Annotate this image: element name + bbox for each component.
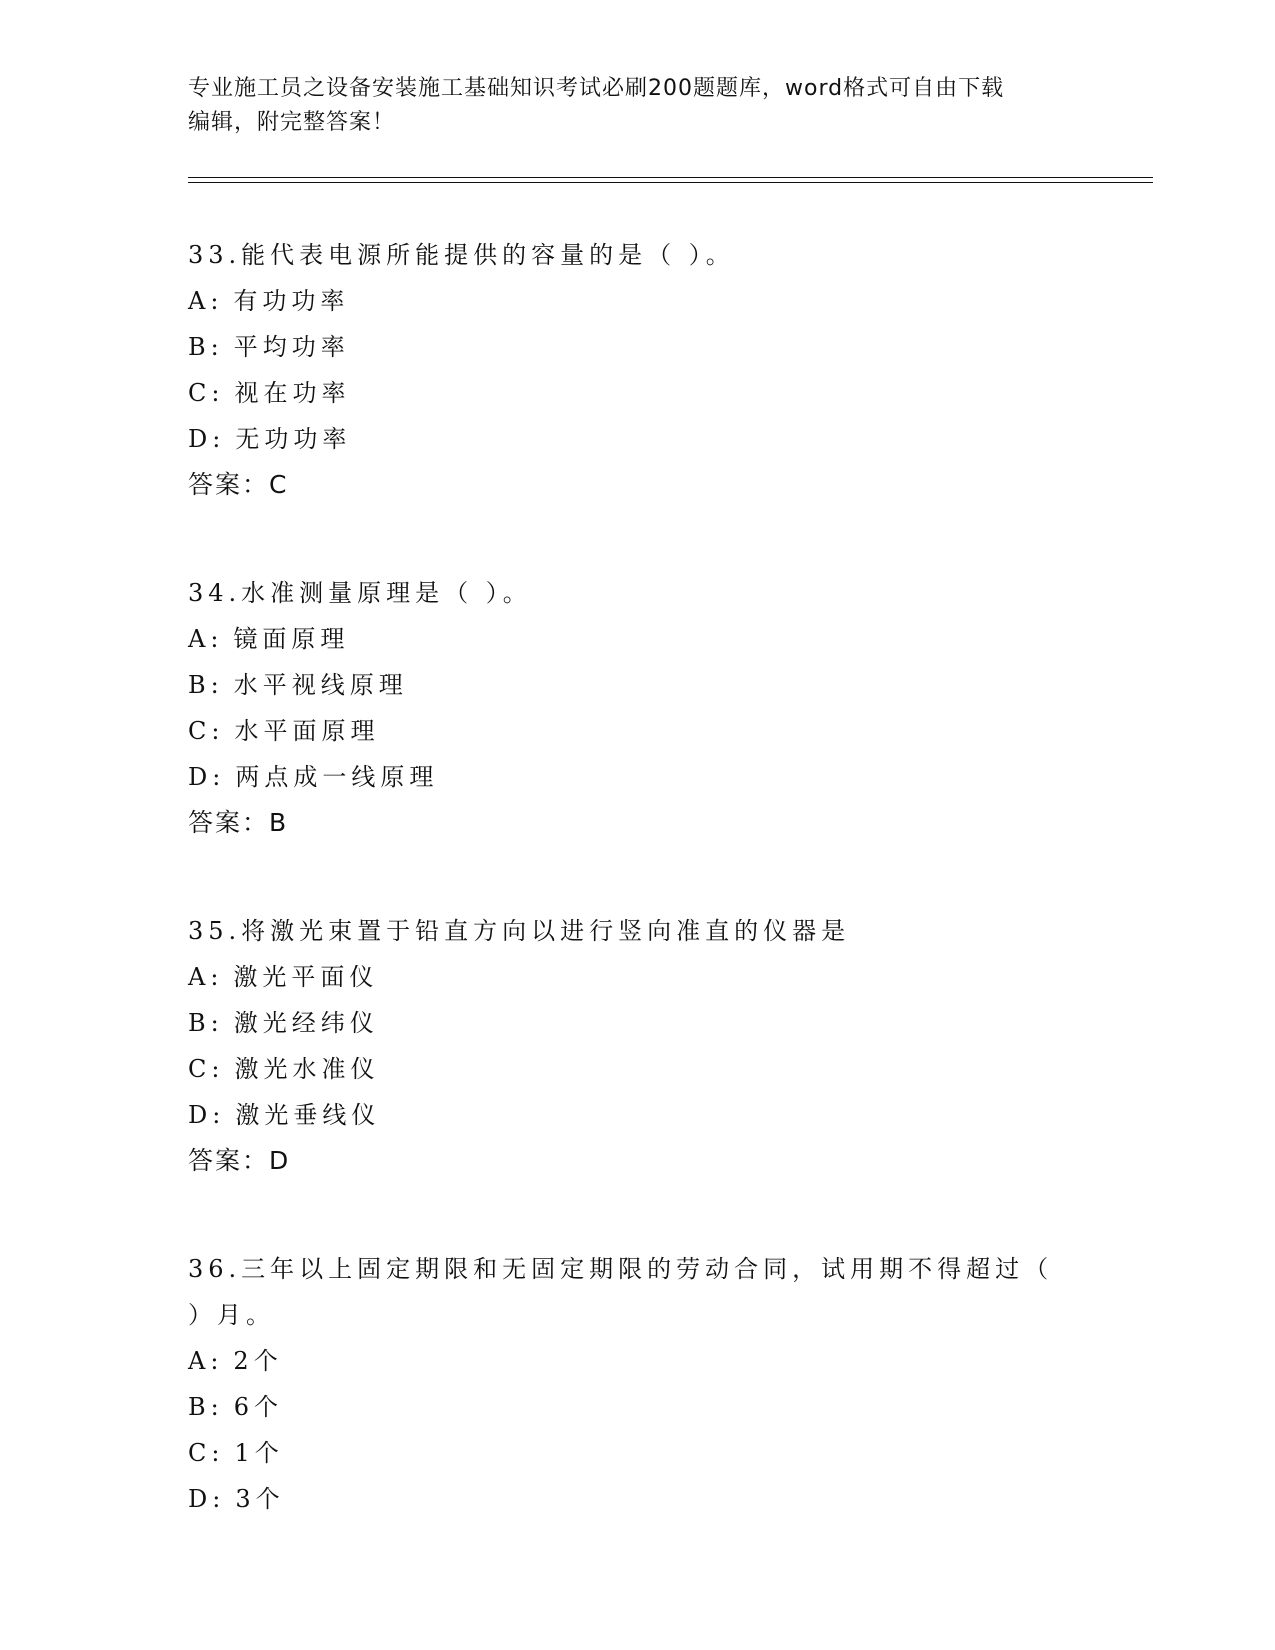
header-divider-bottom [188,182,1153,183]
option-c [188,1046,1088,1092]
answer-line: 答案：D [188,1146,291,1175]
document-header [188,72,1088,140]
header-line-1: 专业施工员之设备安装施工基础知识考试必刷200题题库，word格式可自由下载 [188,76,1005,101]
question-stem: 33.能代表电源所能提供的容量的是（ ）。 [188,241,735,269]
question-34 [188,570,1088,846]
option-letter: A: [188,1347,224,1375]
option-text: 平均功率 [233,333,350,361]
option-letter: D: [188,763,226,791]
question-stem: 34.水准测量原理是（ ）。 [188,579,532,607]
option-d [188,754,1088,800]
option-letter: A: [188,625,224,653]
question-list [188,232,1088,1584]
option-d [188,416,1088,462]
option-c [188,1430,1088,1476]
option-text: 激光水准仪 [234,1055,380,1083]
option-d [188,1092,1088,1138]
question-36 [188,1246,1088,1522]
option-letter: B: [188,333,224,361]
option-text: 3个 [235,1485,285,1513]
option-text: 水平视线原理 [233,671,408,699]
option-b [188,1000,1088,1046]
option-text: 激光垂线仪 [235,1101,381,1129]
option-text: 1个 [234,1439,284,1467]
option-text: 水平面原理 [234,717,380,745]
option-letter: D: [188,1101,226,1129]
option-d [188,1476,1088,1522]
option-text: 2个 [233,1347,283,1375]
question-stem: 35.将激光束置于铅直方向以进行竖向准直的仪器是 [188,917,851,945]
option-a [188,278,1088,324]
option-letter: B: [188,1009,224,1037]
option-letter: D: [188,425,226,453]
option-letter: C: [188,379,225,407]
option-letter: C: [188,1439,225,1467]
option-c [188,708,1088,754]
option-b [188,662,1088,708]
option-b [188,324,1088,370]
answer-line: 答案：B [188,808,289,837]
option-letter: C: [188,1055,225,1083]
option-letter: C: [188,717,225,745]
option-text: 视在功率 [234,379,351,407]
option-text: 6个 [233,1393,284,1421]
option-a [188,616,1088,662]
option-letter: B: [188,671,224,699]
question-stem: 36.三年以上固定期限和无固定期限的劳动合同，试用期不得超过（ [188,1255,1054,1283]
question-stem-continued: ）月。 [188,1301,275,1329]
option-a [188,954,1088,1000]
option-letter: D: [188,1485,226,1513]
header-divider-top [188,177,1153,178]
answer-line: 答案：C [188,470,289,499]
option-text: 激光经纬仪 [233,1009,379,1037]
option-b [188,1384,1088,1430]
option-text: 镜面原理 [233,625,350,653]
option-text: 有功功率 [233,287,350,315]
option-a [188,1338,1088,1384]
option-text: 无功功率 [235,425,352,453]
option-text: 激光平面仪 [233,963,379,991]
question-33 [188,232,1088,508]
question-35 [188,908,1088,1184]
option-letter: A: [188,287,224,315]
option-letter: A: [188,963,224,991]
option-text: 两点成一线原理 [235,763,439,791]
option-letter: B: [188,1393,224,1421]
header-line-2: 编辑，附完整答案！ [188,110,396,135]
option-c [188,370,1088,416]
